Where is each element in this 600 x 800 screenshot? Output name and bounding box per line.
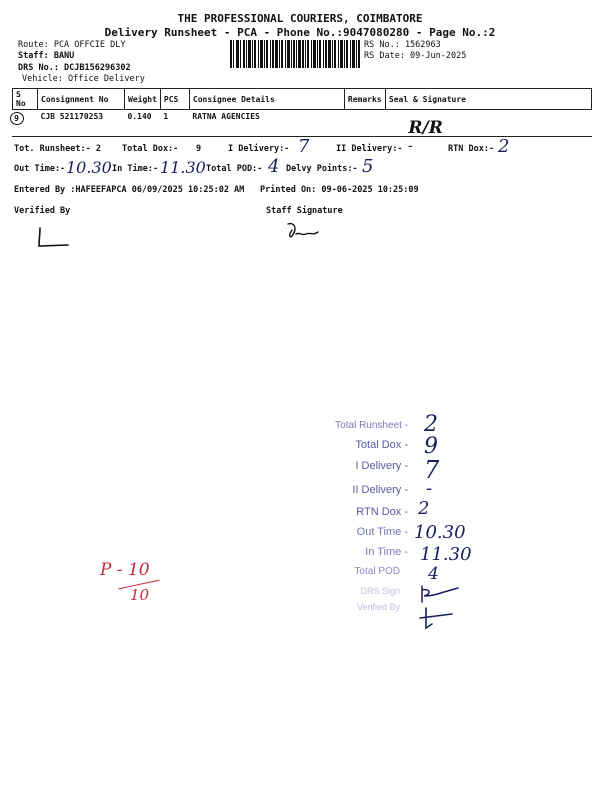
rtn-dox-value: 2 [498, 136, 510, 157]
staff-signature-label: Staff Signature [266, 206, 343, 216]
stamp-value-ii-delivery: - [426, 478, 433, 499]
total-pod-value: 4 [268, 156, 280, 177]
stamp-label-total-dox: Total Dox - [355, 439, 408, 451]
col-consignee: Consignee Details [189, 89, 344, 110]
ii-delivery-label: II Delivery:- [336, 144, 403, 154]
cell-pcs: 1 [163, 112, 169, 121]
rs-date-text: RS Date: 09-Jun-2025 [364, 51, 467, 61]
entered-by-text: Entered By :HAFEEFAPCA 06/09/2025 10:25:02 AM [14, 185, 245, 195]
stamp-label-out-time: Out Time - [356, 526, 408, 538]
total-pod-label: Total POD:- [206, 164, 263, 174]
i-delivery-value: 7 [298, 136, 310, 157]
route-text: Route: PCA OFFCIE DLY [18, 40, 126, 50]
verified-signature-mark [34, 226, 74, 250]
col-remarks: Remarks [344, 89, 385, 110]
total-dox-value: 9 [196, 144, 202, 154]
ii-delivery-value: - [408, 138, 413, 154]
red-note-bottom: 10 [130, 586, 150, 604]
vehicle-text: Vehicle: Office Delivery [22, 74, 145, 84]
stamp-label-verified-by: Verified By [356, 602, 400, 612]
stamp-drs-signature-mark [418, 584, 462, 606]
stamp-label-drs-sign: DRS Sign [360, 586, 400, 596]
delvy-points-value: 5 [362, 156, 374, 177]
out-time-label: Out Time:- [14, 164, 66, 174]
runsheet-title: Delivery Runsheet - PCA - Phone No.:9047080280 - Page No.:2 [104, 26, 496, 39]
stamp-value-i-delivery: 7 [424, 456, 440, 484]
delvy-points-label: Delvy Points:- [286, 164, 358, 174]
stamp-value-out-time: 10.30 [414, 522, 466, 543]
col-sno: S No [13, 89, 38, 110]
rs-no-text: RS No.: 1562963 [364, 40, 441, 50]
stamp-value-in-time: 11.30 [420, 544, 472, 565]
stamp-value-total-dox: 9 [424, 434, 438, 459]
company-title: THE PROFESSIONAL COURIERS, COIMBATORE [177, 12, 423, 25]
col-weight: Weight [125, 89, 161, 110]
stamp-value-total-pod: 4 [428, 564, 439, 584]
staff-signature-mark [284, 220, 324, 244]
cell-consignee: RATNA AGENCIES [192, 112, 260, 121]
stamp-label-in-time: In Time - [365, 546, 408, 558]
tot-runsheet-label: Tot. Runsheet:- 2 [14, 144, 101, 154]
rtn-dox-label: RTN Dox:- [448, 144, 495, 154]
printed-on-text: Printed On: 09-06-2025 10:25:09 [260, 185, 419, 195]
stamp-label-ii-delivery: II Delivery - [352, 484, 408, 496]
stamp-label-i-delivery: I Delivery - [355, 460, 408, 472]
out-time-value: 10.30 [66, 158, 112, 177]
red-note-top: P - 10 [100, 560, 150, 580]
drs-text: DRS No.: DCJB156296302 [18, 63, 131, 73]
table-header-row [13, 89, 592, 110]
i-delivery-label: I Delivery:- [228, 144, 290, 154]
total-dox-label: Total Dox:- [122, 144, 179, 154]
cell-consignment: CJB 521170253 [40, 112, 104, 121]
stamp-verified-signature-mark [418, 606, 458, 632]
stamp-value-total-runsheet: 2 [424, 412, 438, 437]
col-consignment: Consignment No [38, 89, 125, 110]
barcode [230, 40, 360, 68]
in-time-label: In Time:- [112, 164, 159, 174]
stamp-label-total-pod: Total POD [354, 566, 400, 577]
handwritten-signature-rr: R/R [408, 118, 443, 138]
sno-circled: 9 [10, 112, 24, 125]
stamp-label-rtn-dox: RTN Dox - [356, 506, 408, 518]
col-seal-signature: Seal & Signature [385, 89, 591, 110]
stamp-label-total-runsheet: Total Runsheet - [335, 420, 408, 431]
staff-text: Staff: BANU [18, 51, 75, 61]
cell-weight: 0.140 [127, 112, 152, 121]
stamp-value-rtn-dox: 2 [418, 498, 430, 519]
in-time-value: 11.30 [160, 158, 206, 177]
col-pcs: PCS [160, 89, 189, 110]
verified-by-label: Verified By [14, 206, 71, 216]
